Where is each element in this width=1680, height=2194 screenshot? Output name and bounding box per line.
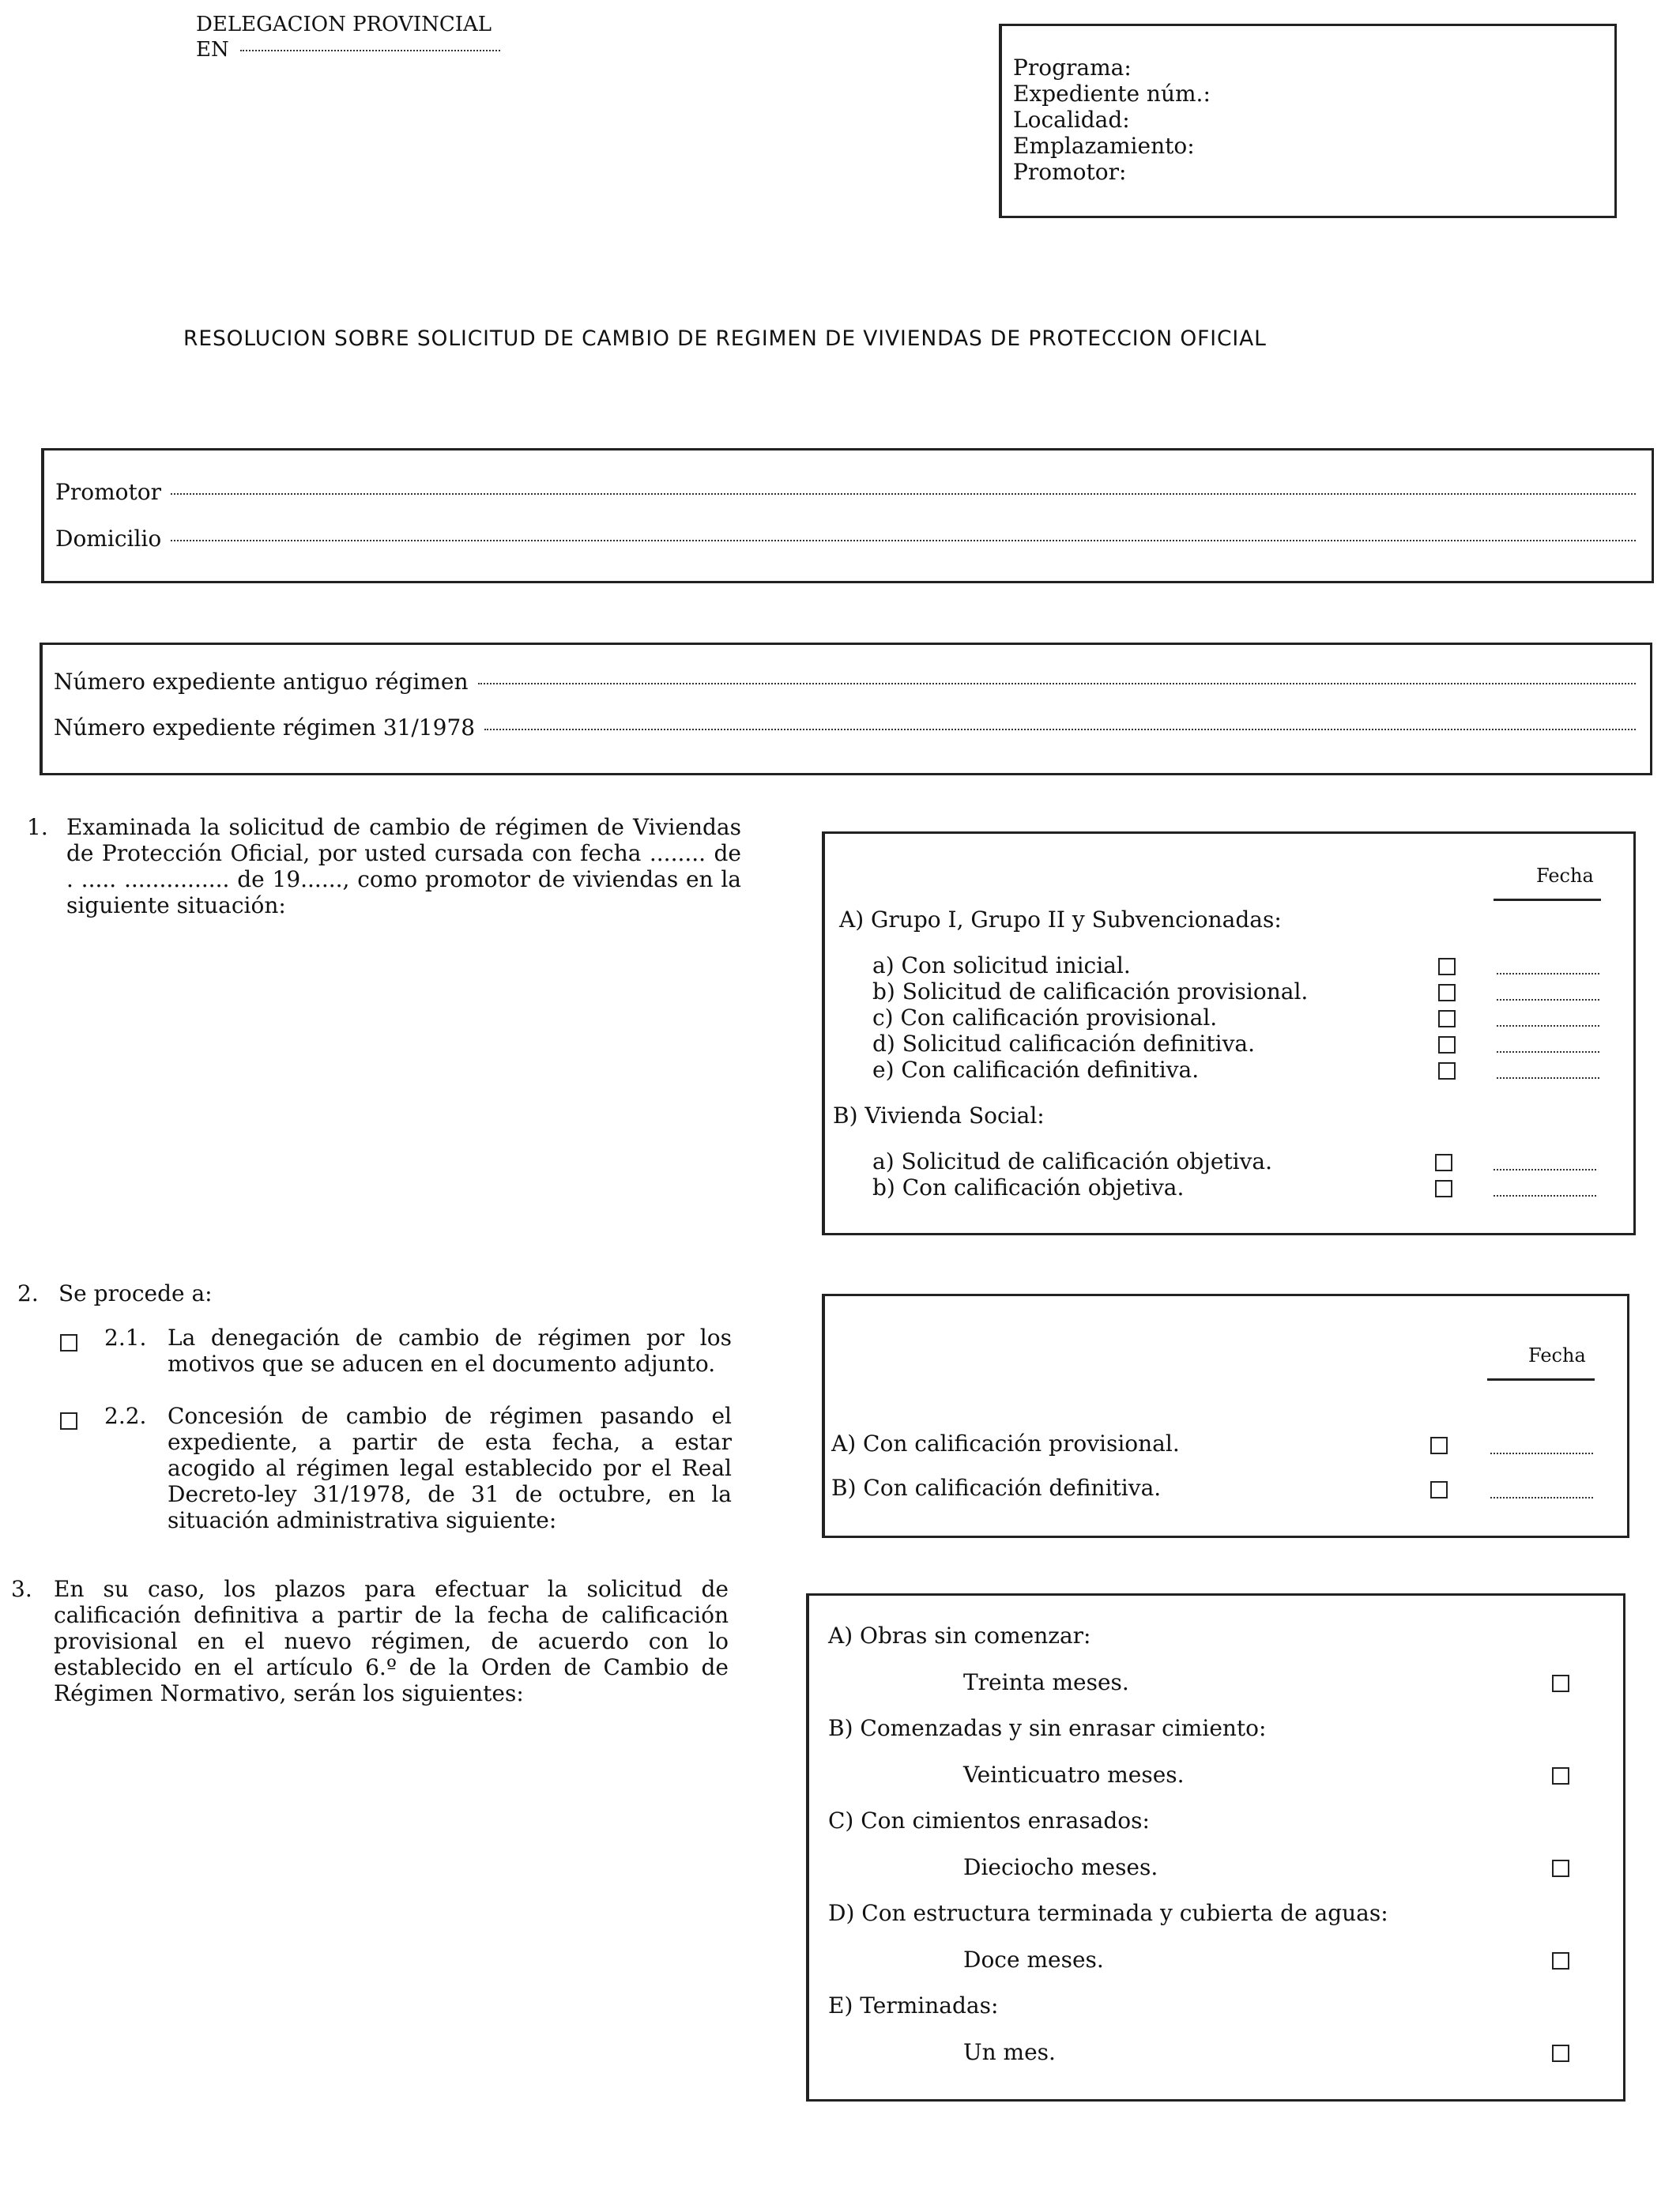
checkbox-a-e[interactable]	[1438, 1062, 1456, 1080]
opt1-text: La denegación de cambio de régimen por los motivos que se aducen en el documento adjunto.	[168, 1325, 732, 1377]
item-a-b: b) Solicitud de calificación provisional.	[872, 978, 1309, 1005]
info-localidad: Localidad:	[1013, 107, 1130, 133]
expediente-antiguo-field[interactable]	[478, 683, 1637, 684]
checkbox-a-d[interactable]	[1438, 1036, 1456, 1054]
item-2-a: A) Con calificación provisional.	[831, 1431, 1180, 1457]
opt2-number: 2.2.	[104, 1403, 147, 1429]
checkbox-denegacion[interactable]	[60, 1334, 77, 1351]
item-a-e: e) Con calificación definitiva.	[872, 1057, 1200, 1083]
promotor-box	[41, 448, 1654, 583]
page-title: RESOLUCION SOBRE SOLICITUD DE CAMBIO DE REGIMEN DE VIVIENDAS DE PROTECCION OFICIAL	[183, 326, 1267, 351]
delegacion-en-field[interactable]	[240, 50, 500, 51]
promotor-row	[55, 479, 1636, 505]
plazo-d-label: D) Con estructura terminada y cubierta de aguas:	[828, 1900, 1388, 1926]
expediente-antiguo-row	[54, 669, 1636, 695]
item-2-b: B) Con calificación definitiva.	[831, 1475, 1162, 1501]
delegacion-provincial: DELEGACION PROVINCIAL	[196, 13, 492, 36]
item-b-a: a) Solicitud de calificación objetiva.	[872, 1148, 1273, 1174]
checkbox-a-a[interactable]	[1438, 958, 1456, 975]
info-expediente: Expediente núm.:	[1013, 81, 1211, 107]
item-b-b: b) Con calificación objetiva.	[872, 1174, 1185, 1201]
section2-number: 2.	[17, 1280, 39, 1306]
checkbox-b-b[interactable]	[1435, 1180, 1452, 1197]
plazo-a-value: Treinta meses.	[963, 1669, 1129, 1695]
checkbox-2-a[interactable]	[1430, 1437, 1448, 1454]
checkbox-plazo-a[interactable]	[1552, 1675, 1569, 1692]
expediente-nuevo-field[interactable]	[484, 729, 1636, 730]
plazo-c-label: C) Con cimientos enrasados:	[828, 1808, 1150, 1834]
checkbox-plazo-e[interactable]	[1552, 2045, 1569, 2062]
checkbox-b-a[interactable]	[1435, 1154, 1452, 1171]
section3-text: En su caso, los plazos para efectuar la solicitud de calificación definitiva a partir de la fecha de calificación provisional en el nuevo régimen, de acuerdo con lo establecido en el artículo 6.º de la Orden de Cambio de Régimen Normativo, serán los siguientes:	[54, 1576, 729, 1706]
domicilio-label: Domicilio	[55, 526, 162, 552]
plazo-a-label: A) Obras sin comenzar:	[828, 1623, 1091, 1649]
info-promotor: Promotor:	[1013, 159, 1127, 185]
fecha-header-1: Fecha	[1536, 865, 1594, 887]
checkbox-a-b[interactable]	[1438, 984, 1456, 1001]
nueva-situacion-box	[822, 1294, 1629, 1538]
group-b-label: B) Vivienda Social:	[833, 1103, 1045, 1129]
opt2-text: Concesión de cambio de régimen pasando el expediente, a partir de esta fecha, a estar acogido al régimen legal establecido por el Real Decreto-ley 31/1978, de 31 de octubre, en la situación administrativa siguiente:	[168, 1403, 732, 1533]
expediente-nuevo-label: Número expediente régimen 31/1978	[54, 714, 476, 741]
plazo-b-value: Veinticuatro meses.	[963, 1762, 1185, 1788]
plazo-e-value: Un mes.	[963, 2039, 1056, 2065]
numero-expediente-box	[40, 643, 1652, 775]
fecha-field-b-a[interactable]	[1494, 1169, 1596, 1171]
plazo-d-value: Doce meses.	[963, 1947, 1104, 1973]
domicilio-row	[55, 526, 1636, 552]
fecha-underline-2	[1487, 1378, 1595, 1381]
delegacion-en-label: EN	[196, 38, 229, 62]
fecha-underline-1	[1494, 899, 1601, 901]
delegacion-en-line	[196, 38, 500, 62]
plazo-c-value: Dieciocho meses.	[963, 1854, 1158, 1880]
fecha-field-a-a[interactable]	[1497, 973, 1599, 974]
item-a-d: d) Solicitud calificación definitiva.	[872, 1031, 1255, 1057]
opt1-number: 2.1.	[104, 1325, 147, 1351]
fecha-field-2-b[interactable]	[1490, 1497, 1593, 1498]
checkbox-plazo-d[interactable]	[1552, 1952, 1569, 1970]
section1-number: 1.	[27, 814, 48, 840]
checkbox-2-b[interactable]	[1430, 1481, 1448, 1498]
domicilio-field[interactable]	[171, 540, 1636, 541]
group-a-label: A) Grupo I, Grupo II y Subvencionadas:	[839, 907, 1282, 933]
plazos-box	[806, 1593, 1625, 2102]
fecha-field-a-c[interactable]	[1497, 1025, 1599, 1027]
fecha-field-2-a[interactable]	[1490, 1453, 1593, 1454]
situacion-box	[822, 831, 1636, 1235]
expediente-nuevo-row	[54, 714, 1636, 741]
section1-text: Examinada la solicitud de cambio de régimen de Viviendas de Protección Oficial, por usted cursada con fecha ........ de . ..... ............... de 19......, como promotor de viviendas en la siguiente situación:	[66, 814, 741, 918]
section2-lead: Se procede a:	[58, 1280, 213, 1306]
section3-number: 3.	[11, 1576, 32, 1602]
checkbox-concesion[interactable]	[60, 1412, 77, 1430]
fecha-field-a-d[interactable]	[1497, 1051, 1599, 1053]
fecha-field-a-b[interactable]	[1497, 999, 1599, 1001]
checkbox-a-c[interactable]	[1438, 1010, 1456, 1027]
plazo-e-label: E) Terminadas:	[828, 1992, 999, 2019]
fecha-field-b-b[interactable]	[1494, 1195, 1596, 1197]
info-emplazamiento: Emplazamiento:	[1013, 133, 1195, 159]
expediente-info-box	[999, 24, 1617, 218]
item-a-c: c) Con calificación provisional.	[872, 1005, 1218, 1031]
info-programa: Programa:	[1013, 55, 1132, 81]
fecha-header-2: Fecha	[1528, 1344, 1586, 1367]
fecha-field-a-e[interactable]	[1497, 1077, 1599, 1079]
checkbox-plazo-c[interactable]	[1552, 1860, 1569, 1877]
expediente-antiguo-label: Número expediente antiguo régimen	[54, 669, 469, 695]
plazo-b-label: B) Comenzadas y sin enrasar cimiento:	[828, 1715, 1267, 1741]
item-a-a: a) Con solicitud inicial.	[872, 952, 1131, 978]
checkbox-plazo-b[interactable]	[1552, 1767, 1569, 1785]
promotor-field[interactable]	[171, 493, 1636, 495]
promotor-label: Promotor	[55, 479, 161, 505]
